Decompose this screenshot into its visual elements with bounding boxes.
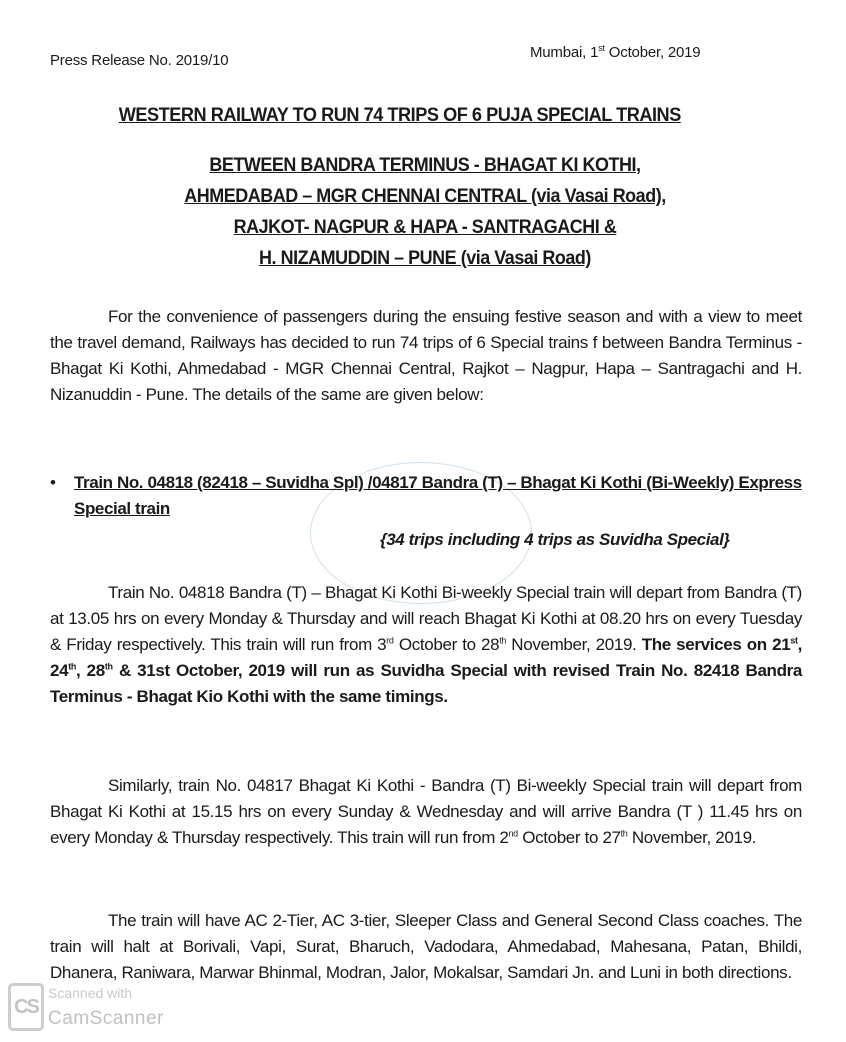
trips-note: {34 trips including 4 trips as Suvidha Special} [380,530,730,549]
intro-paragraph [50,304,802,408]
para2-text: Train No. 04818 Bandra (T) – Bhagat Ki Kothi Bi-weekly Special train will depart from Bandra (T) at 13.05 hrs on every Monday & Thursday and will reach Bhagat Ki Kothi at 08.20 hrs on every Tuesday & Friday respectively. This train will run from 3 [50,583,802,654]
para2-bold-text: & 31st October, 2019 will run as Suvidha Special with revised Train No. 82418 Bandra Terminus - Bhagat Kio Kothi with the same timings. [50,661,802,706]
subtitle-line: AHMEDABAD – MGR CHENNAI CENTRAL (via Vasai Road), [184,185,666,207]
train-bullet-text: Train No. 04818 (82418 – Suvidha Spl) /04817 Bandra (T) – Bhagat Ki Kothi (Bi-Weekly) Express Special train [74,473,802,518]
para4-text: The train will have AC 2-Tier, AC 3-tier, Sleeper Class and General Second Class coaches. The train will halt at Borivali, Vapi, Surat, Bharuch, Vadodara, Ahmedabad, Mahesana, Patan, Bhildi, Dhanera, Raniwara, Marwar Bhinmal, Modran, Jalor, Mokalsar, Samdari Jn. and Luni in both directions. [50,911,802,982]
camscanner-logo-icon: CS [8,983,44,1031]
watermark-brand: CamScanner [48,1008,164,1029]
main-title: WESTERN RAILWAY TO RUN 74 TRIPS OF 6 PUJA SPECIAL TRAINS [118,104,681,126]
para2-bold-text: , 24 [50,635,802,680]
subtitle-line: BETWEEN BANDRA TERMINUS - BHAGAT KI KOTHI, [209,154,641,176]
para2-bold-text: , 28 [76,661,105,680]
para2-bold-text: The services on 21 [641,635,791,654]
para3-text: November, 2019. [627,828,757,847]
date-rest: October, 2019 [604,44,701,61]
date-ordinal: st [598,43,605,53]
subtitle-block [60,150,790,274]
press-release-number: Press Release No. 2019/10 [50,52,229,69]
ordinal: rd [386,635,394,646]
watermark-scanned-with: Scanned with [48,985,133,1001]
ordinal: th [620,828,628,839]
place-date [530,44,700,61]
subtitle-line: H. NIZAMUDDIN – PUNE (via Vasai Road) [259,247,591,269]
ordinal: th [104,661,113,672]
coaches-halts-paragraph [50,908,802,986]
bullet-icon: • [50,473,56,492]
train-04818-paragraph [50,580,802,710]
ordinal: nd [508,828,518,839]
ordinal: st [790,635,798,646]
para3-text: October to 27 [517,828,621,847]
para2-text: November, 2019. [506,635,642,654]
subtitle-line: RAJKOT- NAGPUR & HAPA - SANTRAGACHI & [233,216,617,238]
ordinal: th [499,635,506,646]
train-bullet [50,470,802,522]
ordinal: th [68,661,77,672]
intro-text: For the convenience of passengers during the ensuing festive season and with a view to meet the travel demand, Railways has decided to run 74 trips of 6 Special trains f between Bandra Terminus - Bhagat Ki Kothi, Ahmedabad - MGR Chennai Central, Rajkot – Nagpur, Hapa – Santragachi and H. Nizanuddin - Pune. The details of the same are given below: [50,307,802,404]
place-date-text: Mumbai, 1 [530,44,599,61]
para2-text: October to 28 [393,635,500,654]
para3-text: Similarly, train No. 04817 Bhagat Ki Kothi - Bandra (T) Bi-weekly Special train will depart from Bhagat Ki Kothi at 15.15 hrs on every Sunday & Wednesday and will arrive Bandra (T ) 11.45 hrs on every Monday & Thursday respectively. This train will run from 2 [50,776,802,847]
train-04817-paragraph [50,773,802,851]
